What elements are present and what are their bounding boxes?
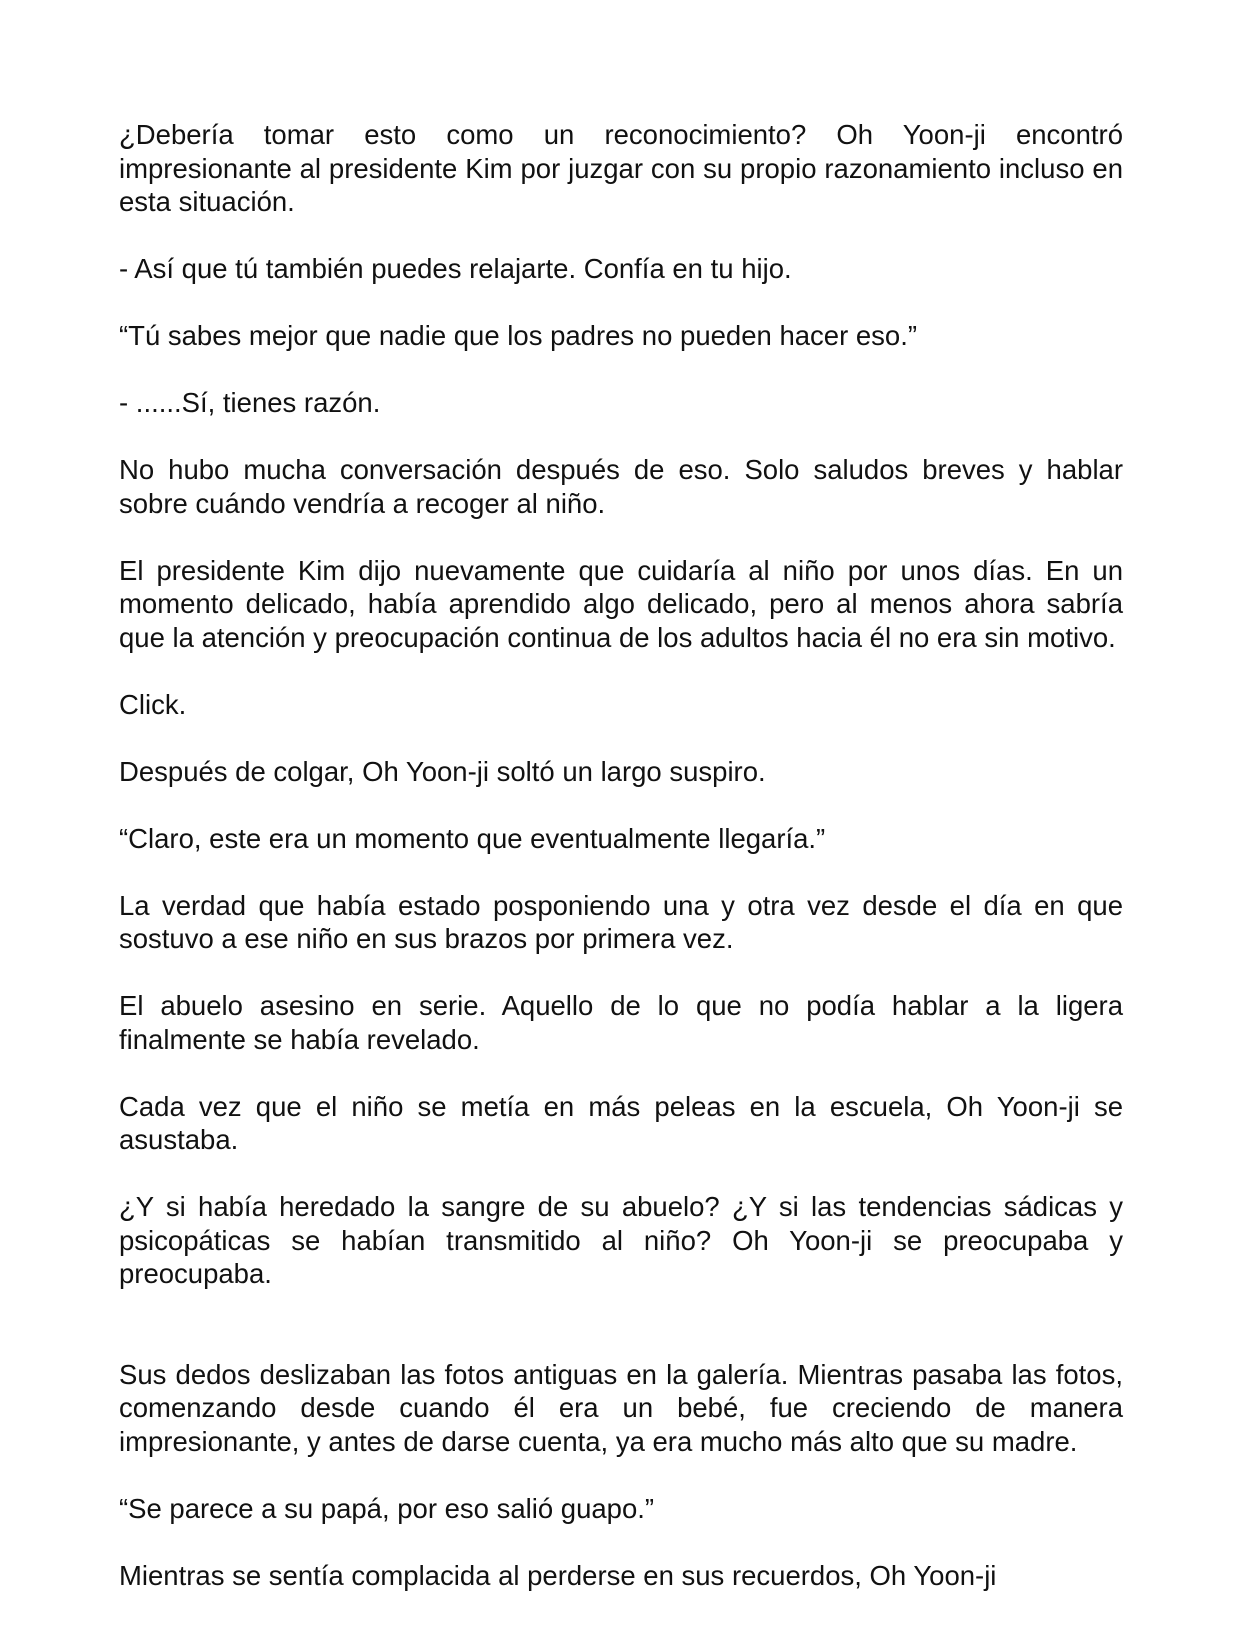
- paragraph-2: - Así que tú también puedes relajarte. Confía en tu hijo.: [119, 253, 792, 284]
- paragraph-6: El presidente Kim dijo nuevamente que cuidaría al niño por unos días. En un momento delicado, había aprendido algo delicado, pero al menos ahora sabría que la atención y preocupación continua de los adultos hacia él no era sin motivo.: [119, 554, 1123, 653]
- paragraph-1: ¿Debería tomar esto como un reconocimiento? Oh Yoon-ji encontró impresionante al presidente Kim por juzgar con su propio razonamiento incluso en esta situación.: [119, 119, 1123, 217]
- paragraph-7: Click.: [119, 688, 187, 720]
- document-page: [119, 118, 1123, 1626]
- paragraph-14: Sus dedos deslizaban las fotos antiguas en la galería. Mientras pasaba las fotos, comenzando desde cuando él era un bebé, fue creciendo de manera impresionante, y antes de darse cuenta, ya era mucho más alto que su madre.: [119, 1358, 1123, 1457]
- paragraph-16: Mientras se sentía complacida al perderse en sus recuerdos, Oh Yoon-ji: [119, 1559, 997, 1591]
- paragraph-10: La verdad que había estado posponiendo una y otra vez desde el día en que sostuvo a ese niño en sus brazos por primera vez.: [119, 889, 1123, 954]
- paragraph-9: “Claro, este era un momento que eventualmente llegaría.”: [119, 822, 826, 854]
- paragraph-12: Cada vez que el niño se metía en más peleas en la escuela, Oh Yoon-ji se asustaba.: [119, 1090, 1123, 1155]
- paragraph-3: “Tú sabes mejor que nadie que los padres no pueden hacer eso.”: [119, 320, 918, 351]
- paragraph-15: “Se parece a su papá, por eso salió guapo.”: [119, 1492, 655, 1524]
- paragraph-13: ¿Y si había heredado la sangre de su abuelo? ¿Y si las tendencias sádicas y psicopáticas se habían transmitido al niño? Oh Yoon-ji se preocupaba y preocupaba.: [119, 1191, 1123, 1289]
- paragraph-5: No hubo mucha conversación después de eso. Solo saludos breves y hablar sobre cuándo vendría a recoger al niño.: [119, 454, 1123, 519]
- paragraph-11: El abuelo asesino en serie. Aquello de lo que no podía hablar a la ligera finalmente se había revelado.: [119, 990, 1123, 1055]
- paragraph-4: - ......Sí, tienes razón.: [119, 387, 381, 418]
- paragraph-8: Después de colgar, Oh Yoon-ji soltó un largo suspiro.: [119, 755, 766, 787]
